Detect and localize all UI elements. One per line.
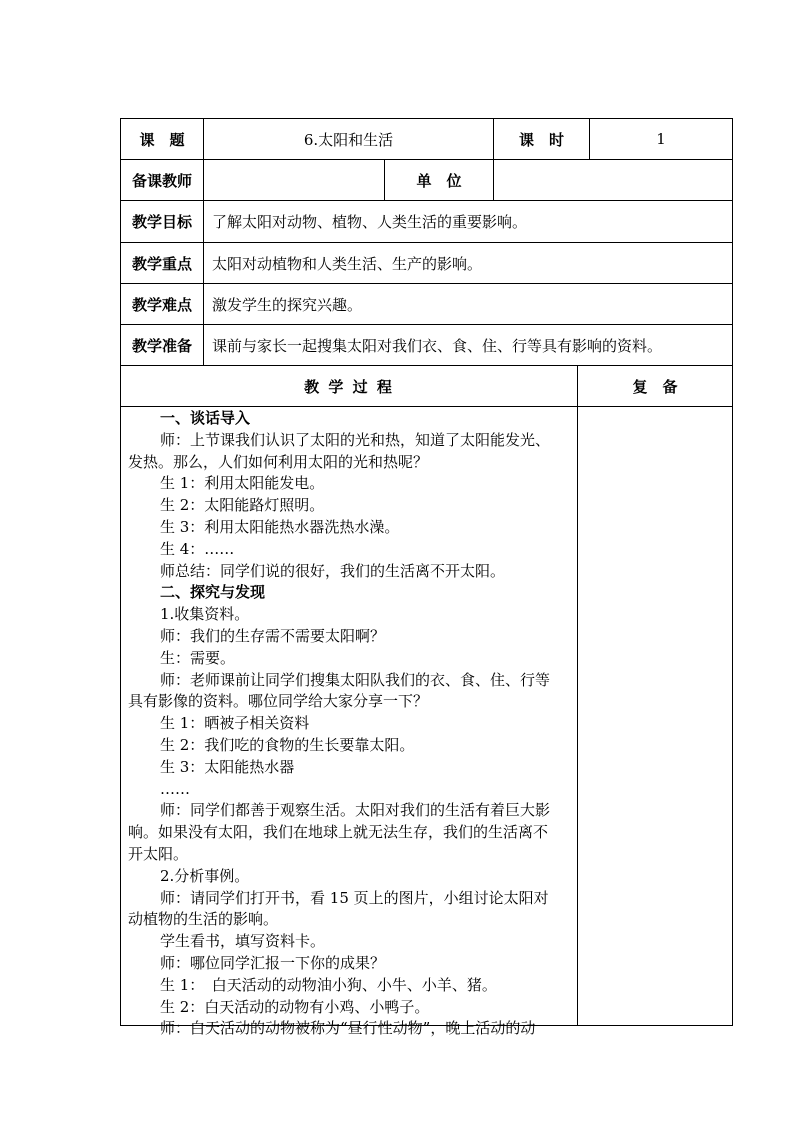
process-line: 生 1： 白天活动的动物油小狗、小牛、小羊、猪。 [160,975,497,994]
teaching-process-text [122,408,574,1040]
process-line: 1.收集资料。 [160,605,250,624]
process-line: 动植物的生活的影响。 [128,910,279,929]
process-line: 师：老师课前让同学们搜集太阳队我们的衣、食、住、行等 [160,670,551,689]
process-line: 师：我们的生存需不需要太阳啊？ [160,626,386,645]
process-line: 师：白天活动的动物被称为“昼行性动物”，晚上活动的动 [160,1019,536,1038]
process-line: 师：上节课我们认识了太阳的光和热，知道了太阳能发光、 [160,430,551,449]
process-line: 生 2：我们吃的食物的生长要靠太阳。 [160,735,415,754]
process-line: 生 1：晒被子相关资料 [160,714,310,733]
process-line: 开太阳。 [128,844,189,863]
process-line: 生 4：…… [160,539,235,558]
key-point-label: 教学重点 [131,254,192,273]
preparation-value: 课前与家长一起搜集太阳对我们衣、食、住、行等具有影响的资料。 [212,336,663,355]
process-line: …… [160,779,190,798]
process-line: 师总结：同学们说的很好，我们的生活离不开太阳。 [160,561,506,580]
process-line: 生 3：利用太阳能热水器洗热水澡。 [160,517,400,536]
period-value: 1 [656,130,666,148]
review-title: 复 备 [632,377,678,396]
section-heading: 二、探究与发现 [160,583,266,602]
preparation-label: 教学准备 [131,336,192,355]
process-line: 师：哪位同学汇报一下你的成果？ [160,953,386,972]
difficulty-value: 激发学生的探究兴趣。 [212,295,363,314]
process-line: 师：请同学们打开书，看 15 页上的图片，小组讨论太阳对 [160,888,549,907]
topic-label: 课 题 [139,130,185,149]
section-heading: 一、谈话导入 [160,409,251,427]
process-line: 生 2：太阳能路灯照明。 [160,496,325,515]
process-line: 学生看书，填写资料卡。 [160,932,326,951]
topic-value: 6.太阳和生活 [303,130,394,149]
process-line: 师：同学们都善于观察生活。太阳对我们的生活有着巨大影 [160,801,551,820]
key-point-value: 太阳对动植物和人类生活、生产的影响。 [212,254,483,273]
process-title: 教 学 过 程 [304,377,394,396]
process-line: 生：需要。 [160,648,236,667]
unit-value [494,160,740,200]
goal-label: 教学目标 [131,213,192,231]
process-line: 生 1：利用太阳能发电。 [160,474,325,493]
teacher-label: 备课教师 [131,171,192,190]
goal-value: 了解太阳对动物、植物、人类生活的重要影响。 [212,213,528,231]
process-line: 响。如果没有太阳，我们在地球上就无法生存，我们的生活离不 [128,823,549,842]
process-line: 生 2：白天活动的动物有小鸡、小鸭子。 [160,997,430,1016]
col-divider [577,365,578,1026]
period-label: 课 时 [518,130,564,149]
row-divider [120,406,733,407]
process-line: 具有影像的资料。哪位同学给大家分享一下？ [128,692,429,711]
difficulty-label: 教学难点 [131,295,192,314]
process-line: 生 3：太阳能热水器 [160,757,295,776]
unit-label: 单 位 [416,171,462,190]
process-line: 发热。那么，人们如何利用太阳的光和热呢？ [128,452,429,471]
process-line: 2.分析事例。 [160,866,250,885]
teacher-value [204,160,392,200]
